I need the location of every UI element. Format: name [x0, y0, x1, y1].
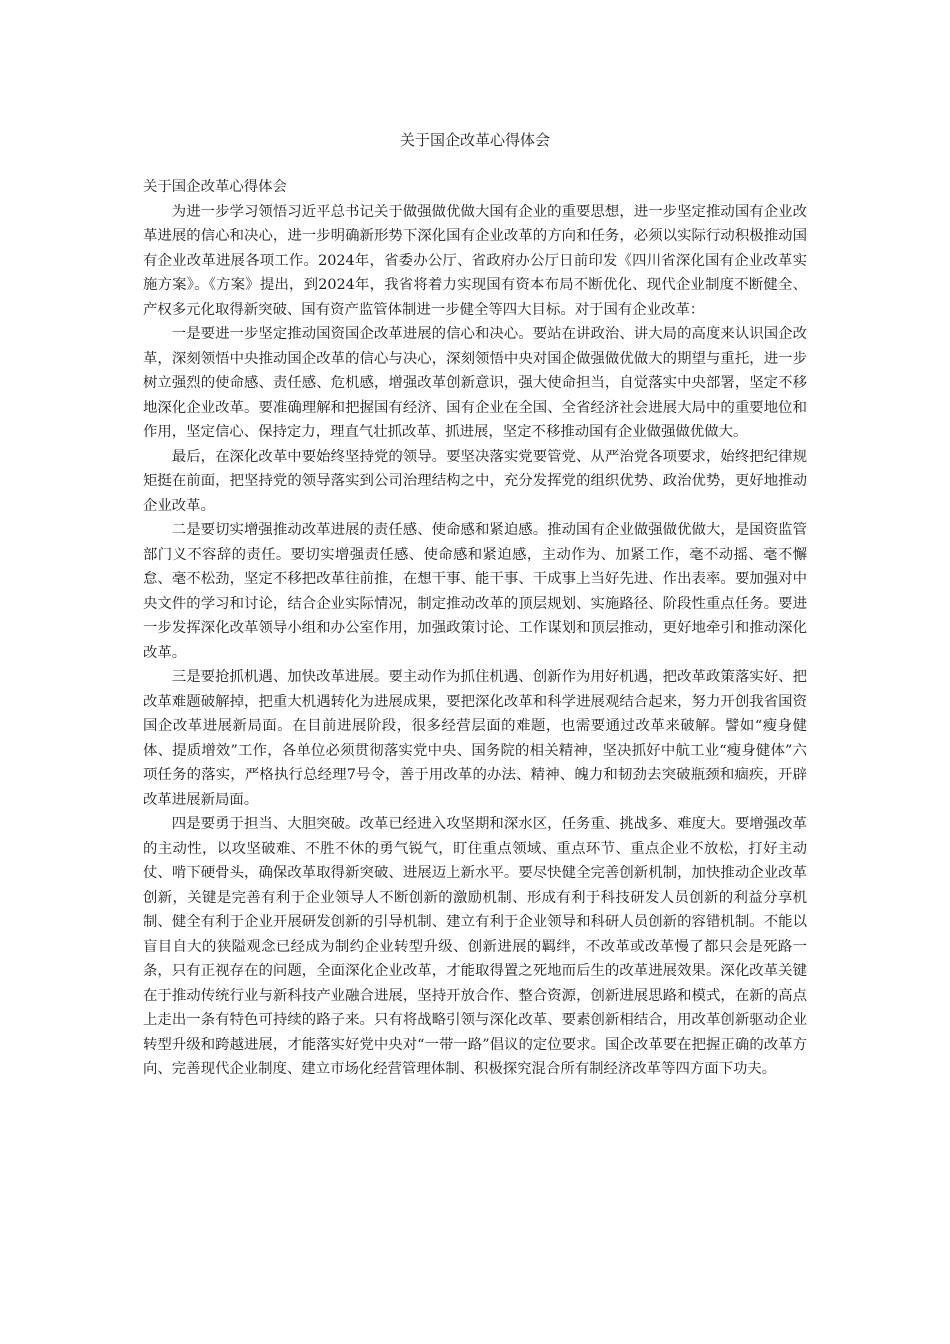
paragraph-intro: 为进一步学习领悟习近平总书记关于做强做优做大国有企业的重要思想，进一步坚定推动国有企业改革进展的信心和决心，进一步明确新形势下深化国有企业改革的方向和任务，必须以实际行动积极推动国有企业改革进展各项工作。2024年，省委办公厅、省政府办公厅日前印发《四川省深化国有企业改革实施方案》。《方案》提出，到2024年，我省将着力实现国有资本布局不断优化、现代企业制度不断健全、产权多元化取得新突破、国有资产监管体制进一步健全等四大目标。对于国有企业改革： — [143, 203, 807, 318]
paragraph-party-leadership: 最后，在深化改革中要始终坚持党的领导。要坚决落实党要管党、从严治党各项要求，始终把纪律规矩挺在前面，把坚持党的领导落实到公司治理结构之中，充分发挥党的组织优势、政治优势，更好地推动企业改革。 — [143, 448, 807, 514]
paragraph-point-two: 二是要切实增强推动改革进展的责任感、使命感和紧迫感。推动国有企业做强做优做大，是国资监管部门义不容辞的责任。要切实增强责任感、使命感和紧迫感，主动作为、加紧工作，毫不动摇、毫不懈怠、毫不松劲，坚定不移把改革往前推，在想干事、能干事、干成事上当好先进、作出表率。要加强对中央文件的学习和讨论，结合企业实际情况，制定推动改革的顶层规划、实施路径、阶段性重点任务。要进一步发挥深化改革领导小组和办公室作用，加强政策讨论、工作谋划和顶层推动，更好地牵引和推动深化改革。 — [143, 522, 807, 661]
paragraph-point-three: 三是要抢抓机遇、加快改革进展。要主动作为抓住机遇、创新作为用好机遇，把改革政策落实好、把改革难题破解掉，把重大机遇转化为进展成果，要把深化改革和科学进展观结合起来，努力开创我省国资国企改革进展新局面。在目前进展阶段，很多经营层面的难题，也需要通过改革来破解。譬如“瘦身健体、提质增效”工作，各单位必须贯彻落实党中央、国务院的相关精神，坚决抓好中航工业“瘦身健体”六项任务的落实，严格执行总经理7号令，善于用改革的办法、精神、魄力和韧劲去突破瓶颈和痼疾，开辟改革进展新局面。 — [143, 669, 807, 808]
document-subtitle: 关于国企改革心得体会 — [143, 179, 287, 195]
paragraph-point-one: 一是要进一步坚定推动国资国企改革进展的信心和决心。要站在讲政治、讲大局的高度来认识国企改革，深刻领悟中央推动国企改革的信心与决心，深刻领悟中央对国企做强做优做大的期望与重托，进一步树立强烈的使命感、责任感、危机感，增强改革创新意识，强大使命担当，自觉落实中央部署，坚定不移地深化企业改革。要准确理解和把握国有经济、国有企业在全国、全省经济社会进展大局中的重要地位和作用，坚定信心、保持定力，理直气壮抓改革、抓进展，坚定不移推动国有企业做强做优做大。 — [143, 326, 807, 440]
document-body — [143, 175, 807, 1082]
document-title: 关于国企改革心得体会 — [399, 131, 550, 149]
paragraph-point-four: 四是要勇于担当、大胆突破。改革已经进入攻坚期和深水区，任务重、挑战多、难度大。要增强改革的主动性，以攻坚破难、不胜不休的勇气锐气，盯住重点领域、重点环节、重点企业不放松，打好主动仗、啃下硬骨头，确保改革取得新突破、进展迈上新水平。要尽快健全完善创新机制，加快推动企业改革创新，关键是完善有利于企业领导人不断创新的激励机制、形成有利于科技研发人员创新的利益分享机制、健全有利于企业开展研发创新的引导机制、建立有利于企业领导和科研人员创新的容错机制。不能以盲目自大的狭隘观念已经成为制约企业转型升级、创新进展的羁绊，不改革或改革慢了都只会是死路一条，只有正视存在的问题，全面深化企业改革，才能取得置之死地而后生的改革进展效果。深化改革关键在于推动传统行业与新科技产业融合进展，坚持开放合作、整合资源，创新进展思路和模式，在新的高点上走出一条有特色可持续的路子来。只有将战略引领与深化改革、要素创新相结合，用改革创新驱动企业转型升级和跨越进展，才能落实好党中央对“一带一路”倡议的定位要求。国企改革要在把握正确的改革方向、完善现代企业制度、建立市场化经营管理体制、积极探究混合所有制经济改革等四方面下功夫。 — [143, 816, 807, 1077]
